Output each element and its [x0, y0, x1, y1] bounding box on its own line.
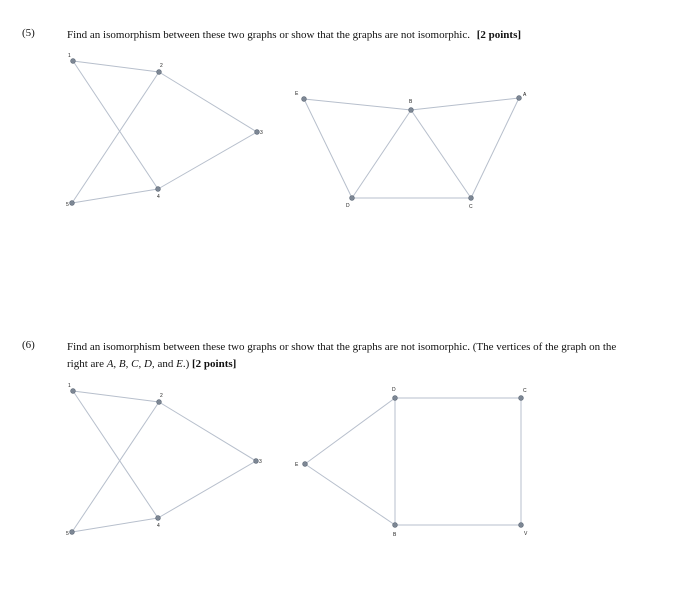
p6-left-edge-4-5 [72, 518, 158, 532]
p5-left-vertex-label-3: 3 [260, 130, 263, 136]
p6-right-vertex-B [393, 523, 398, 528]
p5-left-vertex-5 [70, 201, 75, 206]
p6-left-vertex-4 [156, 516, 161, 521]
p5-right-vertex-label-E: E [295, 91, 299, 97]
p5-right-edge-A-C [471, 98, 519, 198]
p6-left-vertex-label-2: 2 [160, 393, 163, 399]
problem-6-points: [2 points] [191, 358, 237, 370]
p5-right-vertex-A [517, 96, 522, 101]
p6-left-vertex-5 [70, 530, 75, 535]
p6-left-vertex-1 [71, 389, 76, 394]
p5-right-vertex-label-D: D [346, 203, 350, 209]
problem-6-line-2-prefix: right are [67, 358, 107, 370]
problem-6-and: and [154, 358, 177, 370]
p5-left-vertex-label-2: 2 [160, 63, 163, 69]
p5-left-vertex-3 [255, 130, 260, 135]
p5-right-edge-E-D [304, 99, 352, 198]
p6-left-vertex-label-3: 3 [259, 459, 262, 465]
problem-5-statement: Find an isomorphism between these two graphs or show that the graphs are not isomorphic. [67, 29, 470, 41]
p5-right-vertex-label-A: A [523, 92, 527, 98]
p5-left-edge-1-4 [73, 61, 158, 189]
problem-5-points: [2 points] [476, 29, 522, 41]
p6-right-vertex-A [519, 523, 524, 528]
p6-right-vertex-label-B: B [393, 532, 397, 538]
p6-left-vertex-label-1: 1 [68, 383, 71, 389]
p6-right-vertex-label-E: E [295, 462, 299, 468]
problem-6-vertex-e: E [176, 358, 183, 370]
problem-6-number: (6) [22, 339, 35, 351]
p6-right-edge-E-B [305, 464, 395, 525]
p6-right-vertex-label-D: D [392, 387, 396, 393]
p5-left-vertex-1 [71, 59, 76, 64]
p5-right-vertex-C [469, 196, 474, 201]
p6-left-edge-2-3 [159, 402, 256, 461]
p5-left-edge-2-5 [72, 72, 159, 203]
p5-left-vertex-2 [157, 70, 162, 75]
p6-left-vertex-3 [254, 459, 259, 464]
p6-right-vertex-C [519, 396, 524, 401]
problem-6-line-1: Find an isomorphism between these two graphs or show that the graphs are not isomorphic. (The vertices of the graph on the [67, 341, 617, 353]
p5-left-vertex-4 [156, 187, 161, 192]
p5-right-edge-B-C [411, 110, 471, 198]
p6-right-vertex-D [393, 396, 398, 401]
p6-right-vertex-E [303, 462, 308, 467]
p5-right-vertex-label-B: B [409, 99, 413, 105]
p6-left-edge-1-2 [73, 391, 159, 402]
p6-left-edge-1-4 [73, 391, 158, 518]
p6-left-vertex-label-4: 4 [157, 523, 160, 529]
problem-5-number: (5) [22, 27, 35, 39]
p6-left-vertex-2 [157, 400, 162, 405]
p6-left-vertex-label-5: 5 [66, 531, 69, 537]
p6-right-vertex-label-C: C [523, 388, 527, 394]
p5-right-edge-B-D [352, 110, 411, 198]
p6-right-edge-D-E [305, 398, 395, 464]
p5-left-vertex-label-1: 1 [68, 53, 71, 59]
p5-right-edge-E-B [304, 99, 411, 110]
problem-6-right-graph [295, 387, 528, 538]
problem-5-right-graph [295, 91, 527, 210]
problem-6-line-2-suffix: .) [182, 358, 192, 370]
p5-left-edge-4-5 [72, 189, 158, 203]
p5-left-edge-2-3 [159, 72, 257, 132]
p6-left-edge-3-4 [158, 461, 256, 518]
p5-right-edge-B-A [411, 98, 519, 110]
p5-right-vertex-B [409, 108, 414, 113]
p5-right-vertex-D [350, 196, 355, 201]
p6-left-edge-2-5 [72, 402, 159, 532]
problem-6-left-graph [66, 383, 262, 537]
p5-left-vertex-label-5: 5 [66, 202, 69, 208]
p5-left-edge-3-4 [158, 132, 257, 189]
p5-right-vertex-label-C: C [469, 204, 473, 210]
p5-left-vertex-label-4: 4 [157, 194, 160, 200]
p5-right-vertex-E [302, 97, 307, 102]
p6-right-vertex-label-A: V [524, 531, 528, 537]
problem-5-left-graph [66, 53, 263, 208]
problem-6-vertex-names: A, B, C, D, [106, 358, 155, 370]
p5-left-edge-1-2 [73, 61, 159, 72]
